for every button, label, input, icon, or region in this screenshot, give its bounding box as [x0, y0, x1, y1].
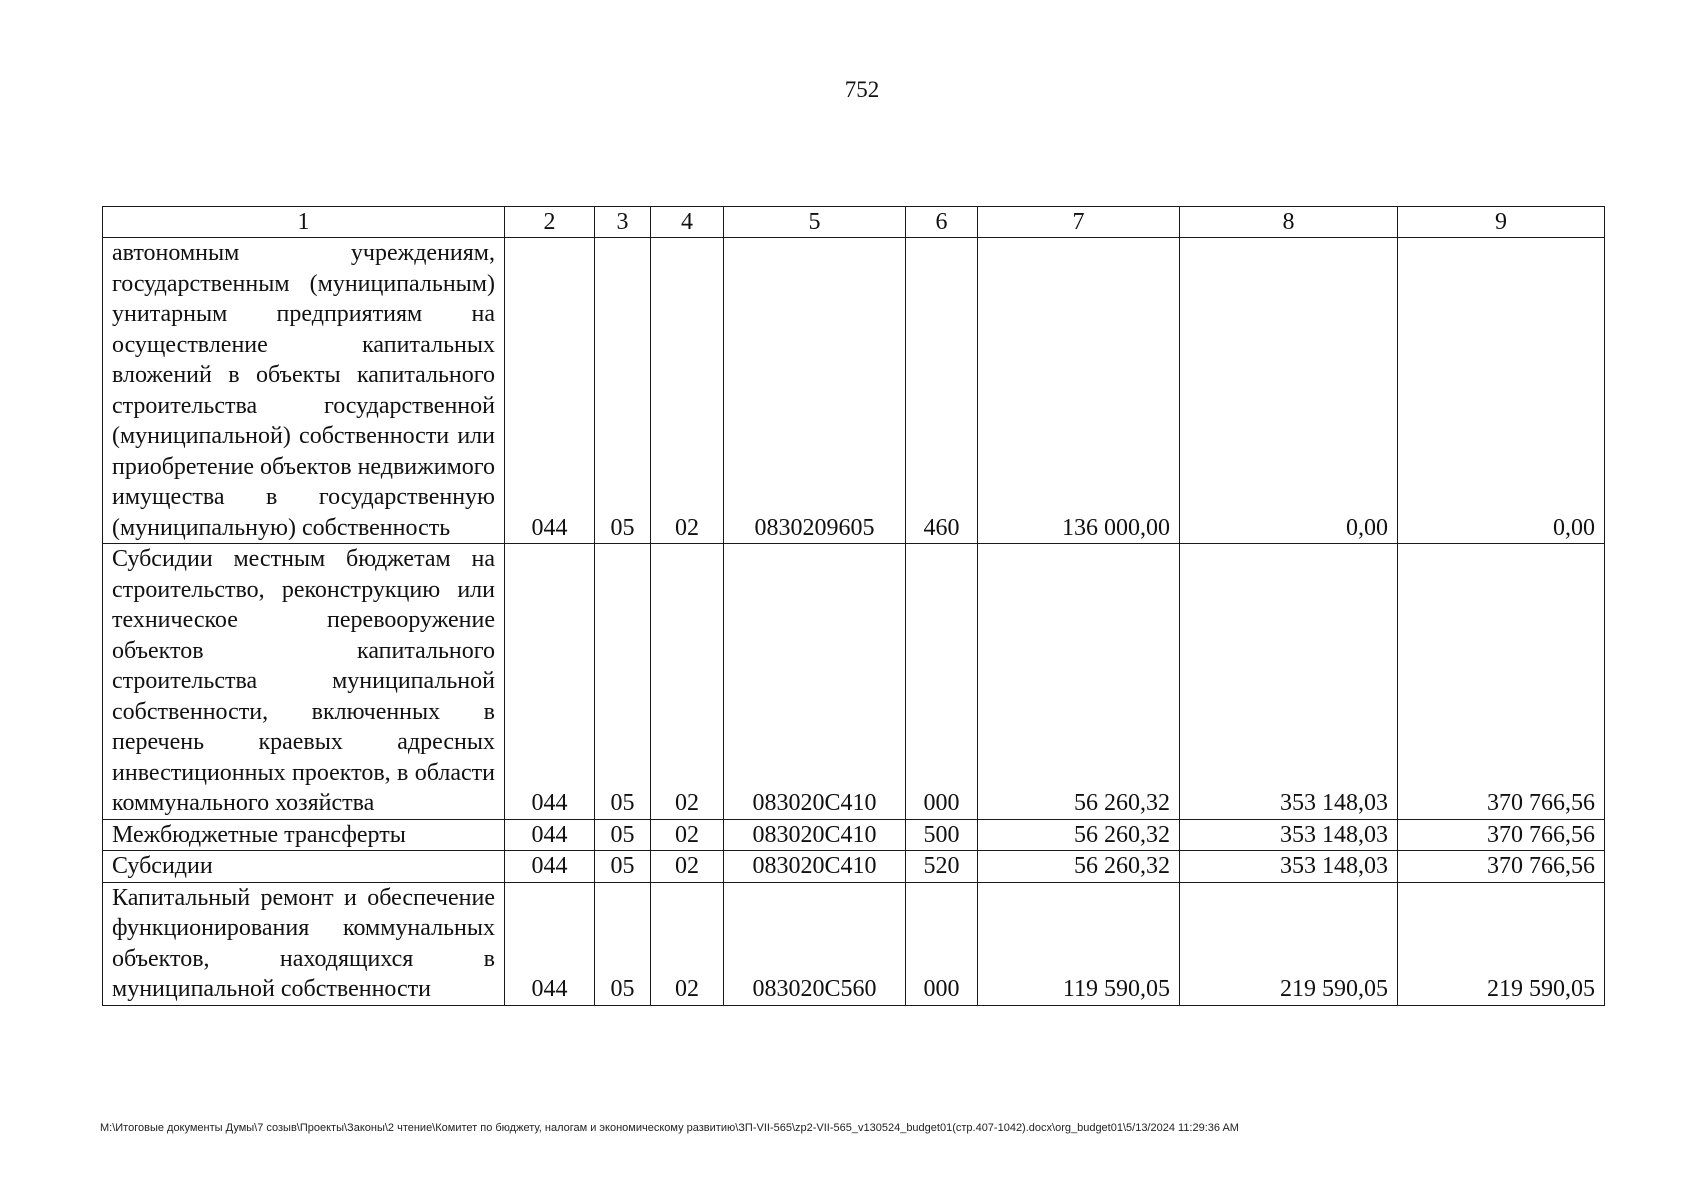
col-header-9: 9 [1398, 207, 1605, 238]
col-header-4: 4 [651, 207, 724, 238]
col-header-7: 7 [978, 207, 1180, 238]
cell-expense-type: 520 [906, 851, 978, 883]
cell-ministry-code: 044 [505, 238, 595, 544]
cell-amount-col9: 370 766,56 [1398, 544, 1605, 820]
cell-expense-type: 000 [906, 544, 978, 820]
cell-target-article: 083020С410 [724, 544, 906, 820]
cell-expense-type: 460 [906, 238, 978, 544]
cell-amount-col9: 0,00 [1398, 238, 1605, 544]
table-row [103, 238, 1605, 544]
cell-amount-col7: 119 590,05 [978, 882, 1180, 1005]
cell-ministry-code: 044 [505, 544, 595, 820]
cell-amount-col8: 353 148,03 [1180, 819, 1398, 851]
budget-table [102, 206, 1605, 1006]
cell-amount-col8: 219 590,05 [1180, 882, 1398, 1005]
cell-amount-col9: 219 590,05 [1398, 882, 1605, 1005]
cell-amount-col8: 353 148,03 [1180, 851, 1398, 883]
cell-section-code: 05 [595, 851, 651, 883]
cell-section-code: 05 [595, 238, 651, 544]
cell-subsection-code: 02 [651, 851, 724, 883]
cell-amount-col8: 0,00 [1180, 238, 1398, 544]
cell-target-article: 083020С410 [724, 851, 906, 883]
row-name: Субсидии местным бюджетам на строительство, реконструкцию или техническое перевооружение объектов капитального строительства муниципальной собственности, включенных в перечень краевых адресных инвестиционных проектов, в области коммунального хозяйства [103, 544, 505, 820]
header-row [103, 207, 1605, 238]
document-path-footer: М:\Итоговые документы Думы\7 созыв\Проекты\Законы\2 чтение\Комитет по бюджету, налогам и экономическому развитию\ЗП-VII-565\zp2-VII-565_v130524_budget01(стр.407-1042).docx\org_budget01\5/13/2024 11:29:36 AM [100, 1122, 1239, 1134]
table-row [103, 819, 1605, 851]
cell-amount-col9: 370 766,56 [1398, 851, 1605, 883]
cell-expense-type: 500 [906, 819, 978, 851]
cell-section-code: 05 [595, 819, 651, 851]
cell-ministry-code: 044 [505, 819, 595, 851]
cell-amount-col7: 56 260,32 [978, 851, 1180, 883]
cell-section-code: 05 [595, 544, 651, 820]
cell-amount-col7: 56 260,32 [978, 544, 1180, 820]
table-row [103, 882, 1605, 1005]
cell-amount-col9: 370 766,56 [1398, 819, 1605, 851]
page-number: 752 [844, 77, 880, 102]
cell-subsection-code: 02 [651, 819, 724, 851]
col-header-5: 5 [724, 207, 906, 238]
cell-subsection-code: 02 [651, 544, 724, 820]
cell-target-article: 0830209605 [724, 238, 906, 544]
row-name: Капитальный ремонт и обеспечение функционирования коммунальных объектов, находящихся в муниципальной собственности [103, 882, 505, 1005]
cell-ministry-code: 044 [505, 882, 595, 1005]
cell-subsection-code: 02 [651, 238, 724, 544]
row-name: Межбюджетные трансферты [103, 819, 505, 851]
col-header-2: 2 [505, 207, 595, 238]
cell-target-article: 083020С410 [724, 819, 906, 851]
col-header-1: 1 [103, 207, 505, 238]
cell-section-code: 05 [595, 882, 651, 1005]
table-row [103, 851, 1605, 883]
row-name: Субсидии [103, 851, 505, 883]
col-header-6: 6 [906, 207, 978, 238]
table-row [103, 544, 1605, 820]
cell-amount-col7: 136 000,00 [978, 238, 1180, 544]
cell-subsection-code: 02 [651, 882, 724, 1005]
cell-expense-type: 000 [906, 882, 978, 1005]
col-header-3: 3 [595, 207, 651, 238]
cell-ministry-code: 044 [505, 851, 595, 883]
cell-amount-col8: 353 148,03 [1180, 544, 1398, 820]
col-header-8: 8 [1180, 207, 1398, 238]
cell-amount-col7: 56 260,32 [978, 819, 1180, 851]
cell-target-article: 083020С560 [724, 882, 906, 1005]
row-name: автономным учреждениям, государственным (муниципальным) унитарным предприятиям на осуществление капитальных вложений в объекты капитального строительства государственной (муниципальной) собственности или приобретение объектов недвижимого имущества в государственную (муниципальную) собственность [103, 238, 505, 544]
